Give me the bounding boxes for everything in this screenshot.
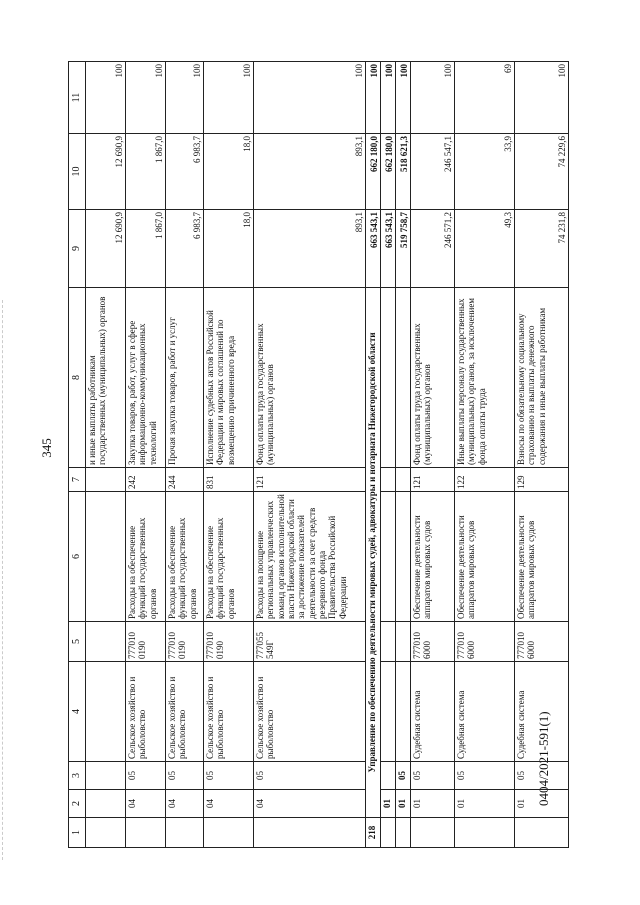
execution-percent: 100 xyxy=(381,62,396,134)
execution-percent: 69 xyxy=(455,62,515,134)
executed-amount: 12 690,9 xyxy=(86,134,126,210)
scan-edge-artifact xyxy=(2,300,6,860)
planned-amount: 519 758,7 xyxy=(396,210,411,288)
subsection-code: 05 xyxy=(411,762,455,790)
expense-code: 242 xyxy=(126,468,166,492)
expense-type: Прочая закупка товаров, работ и услуг xyxy=(166,288,204,468)
table-row xyxy=(166,62,204,848)
executed-amount: 1 867,0 xyxy=(126,134,166,210)
execution-percent: 100 xyxy=(166,62,204,134)
execution-percent: 100 xyxy=(515,62,569,134)
section-row xyxy=(366,62,381,848)
executed-amount: 18,0 xyxy=(204,134,254,210)
section-title: Управление по обеспечению деятельности мировых судей, адвокатуры и нотариата Нижегородской области xyxy=(366,288,381,818)
subsection-name: Судебная система xyxy=(515,662,569,762)
budget-table xyxy=(68,61,569,848)
header-cell: 4 xyxy=(69,662,86,762)
executed-amount: 74 229,6 xyxy=(515,134,569,210)
planned-amount: 12 690,9 xyxy=(86,210,126,288)
expense-type: и иные выплаты работникам государственных (муниципальных) органов xyxy=(86,288,126,468)
section-code: 01 xyxy=(381,790,396,818)
table-row xyxy=(204,62,254,848)
executed-amount: 893,1 xyxy=(254,134,366,210)
planned-amount: 663 543,1 xyxy=(381,210,396,288)
header-cell: 6 xyxy=(69,492,86,622)
expense-code: 831 xyxy=(204,468,254,492)
planned-amount: 6 983,7 xyxy=(166,210,204,288)
header-cell: 10 xyxy=(69,134,86,210)
executed-amount: 246 547,1 xyxy=(411,134,455,210)
article-name: Расходы на обеспечение функций государственных органов xyxy=(204,492,254,622)
subsection-name: Сельское хозяйство и рыболовство xyxy=(204,662,254,762)
table-row xyxy=(254,62,366,848)
section-code: 01 xyxy=(411,790,455,818)
section-code: 04 xyxy=(204,790,254,818)
target-article: 777055 549Г xyxy=(254,622,366,662)
subsection-code: 05 xyxy=(204,762,254,790)
expense-type: Исполнение судебных актов Российской Федерации и мировых соглашений по возмещению причиненного вреда xyxy=(204,288,254,468)
section-code: 04 xyxy=(166,790,204,818)
header-cell: 8 xyxy=(69,288,86,468)
article-name: Обеспечение деятельности аппаратов мировых судов xyxy=(455,492,515,622)
table-row xyxy=(126,62,166,848)
table-row xyxy=(411,62,455,848)
subsection-code: 05 xyxy=(515,762,569,790)
header-cell: 9 xyxy=(69,210,86,288)
article-name: Расходы на обеспечение функций государственных органов xyxy=(126,492,166,622)
planned-amount: 663 543,1 xyxy=(366,210,381,288)
execution-percent: 100 xyxy=(366,62,381,134)
execution-percent: 100 xyxy=(396,62,411,134)
subsection-name: Сельское хозяйство и рыболовство xyxy=(254,662,366,762)
expense-code: 122 xyxy=(455,468,515,492)
subsection-code: 05 xyxy=(126,762,166,790)
expense-code: 121 xyxy=(254,468,366,492)
expense-code: 129 xyxy=(515,468,569,492)
expense-type: Фонд оплаты труда государственных (муниципальных) органов xyxy=(254,288,366,468)
budget-table-container xyxy=(68,62,580,848)
subsection-code: 05 xyxy=(455,762,515,790)
article-name: Обеспечение деятельности аппаратов мировых судов xyxy=(411,492,455,622)
planned-amount: 49,3 xyxy=(455,210,515,288)
target-article: 777010 0190 xyxy=(166,622,204,662)
subsection-name: Судебная система xyxy=(455,662,515,762)
article-name: Расходы на обеспечение функций государственных органов xyxy=(166,492,204,622)
subsection-code: 05 xyxy=(396,762,411,790)
continuation-row xyxy=(86,62,126,848)
execution-percent: 100 xyxy=(204,62,254,134)
executed-amount: 518 621,3 xyxy=(396,134,411,210)
target-article: 777010 6000 xyxy=(515,622,569,662)
header-cell: 11 xyxy=(69,62,86,134)
header-cell: 2 xyxy=(69,790,86,818)
subsection-name: Сельское хозяйство и рыболовство xyxy=(166,662,204,762)
table-row xyxy=(455,62,515,848)
subtotal-row xyxy=(396,62,411,848)
target-article: 777010 6000 xyxy=(411,622,455,662)
header-row xyxy=(69,62,86,848)
article-name: Расходы на поощрение региональных управленческих команд органов исполнительной власти Нижегородской области за достижение показателей деятельности за счет средств резервного фонда Правительства Российской Федерации xyxy=(254,492,366,622)
subsection-name: Судебная система xyxy=(411,662,455,762)
expense-type: Закупка товаров, работ, услуг в сфере информационно-коммуникационных технологий xyxy=(126,288,166,468)
target-article: 777010 6000 xyxy=(455,622,515,662)
section-code: 01 xyxy=(455,790,515,818)
document-code: 0404/2021-591(1) xyxy=(536,711,551,806)
header-cell: 5 xyxy=(69,622,86,662)
planned-amount: 74 231,8 xyxy=(515,210,569,288)
header-cell: 3 xyxy=(69,762,86,790)
header-cell: 1 xyxy=(69,818,86,848)
header-cell: 7 xyxy=(69,468,86,492)
article-name: Обеспечение деятельности аппаратов мировых судов xyxy=(515,492,569,622)
expense-code: 121 xyxy=(411,468,455,492)
subsection-name: Сельское хозяйство и рыболовство xyxy=(126,662,166,762)
planned-amount: 1 867,0 xyxy=(126,210,166,288)
page-number: 345 xyxy=(39,438,54,458)
execution-percent: 100 xyxy=(254,62,366,134)
subtotal-row xyxy=(381,62,396,848)
section-code: 01 xyxy=(396,790,411,818)
expense-type: Взносы по обязательному социальному страхованию на выплаты денежного содержания и иные выплаты работникам xyxy=(515,288,569,468)
section-code: 04 xyxy=(126,790,166,818)
expense-type: Иные выплаты персоналу государственных (муниципальных) органов, за исключением фонда оплаты труда xyxy=(455,288,515,468)
target-article: 777010 0190 xyxy=(204,622,254,662)
execution-percent: 100 xyxy=(126,62,166,134)
expense-type: Фонд оплаты труда государственных (муниципальных) органов xyxy=(411,288,455,468)
target-article: 777010 0190 xyxy=(126,622,166,662)
expense-code: 244 xyxy=(166,468,204,492)
executed-amount: 662 180,0 xyxy=(381,134,396,210)
executed-amount: 33,9 xyxy=(455,134,515,210)
planned-amount: 18,0 xyxy=(204,210,254,288)
execution-percent: 100 xyxy=(411,62,455,134)
planned-amount: 893,1 xyxy=(254,210,366,288)
section-code: 218 xyxy=(366,818,381,848)
subsection-code: 05 xyxy=(254,762,366,790)
section-code: 01 xyxy=(515,790,569,818)
table-row xyxy=(515,62,569,848)
planned-amount: 246 571,2 xyxy=(411,210,455,288)
executed-amount: 6 983,7 xyxy=(166,134,204,210)
section-code: 04 xyxy=(254,790,366,818)
executed-amount: 662 180,0 xyxy=(366,134,381,210)
subsection-code: 05 xyxy=(166,762,204,790)
execution-percent: 100 xyxy=(86,62,126,134)
